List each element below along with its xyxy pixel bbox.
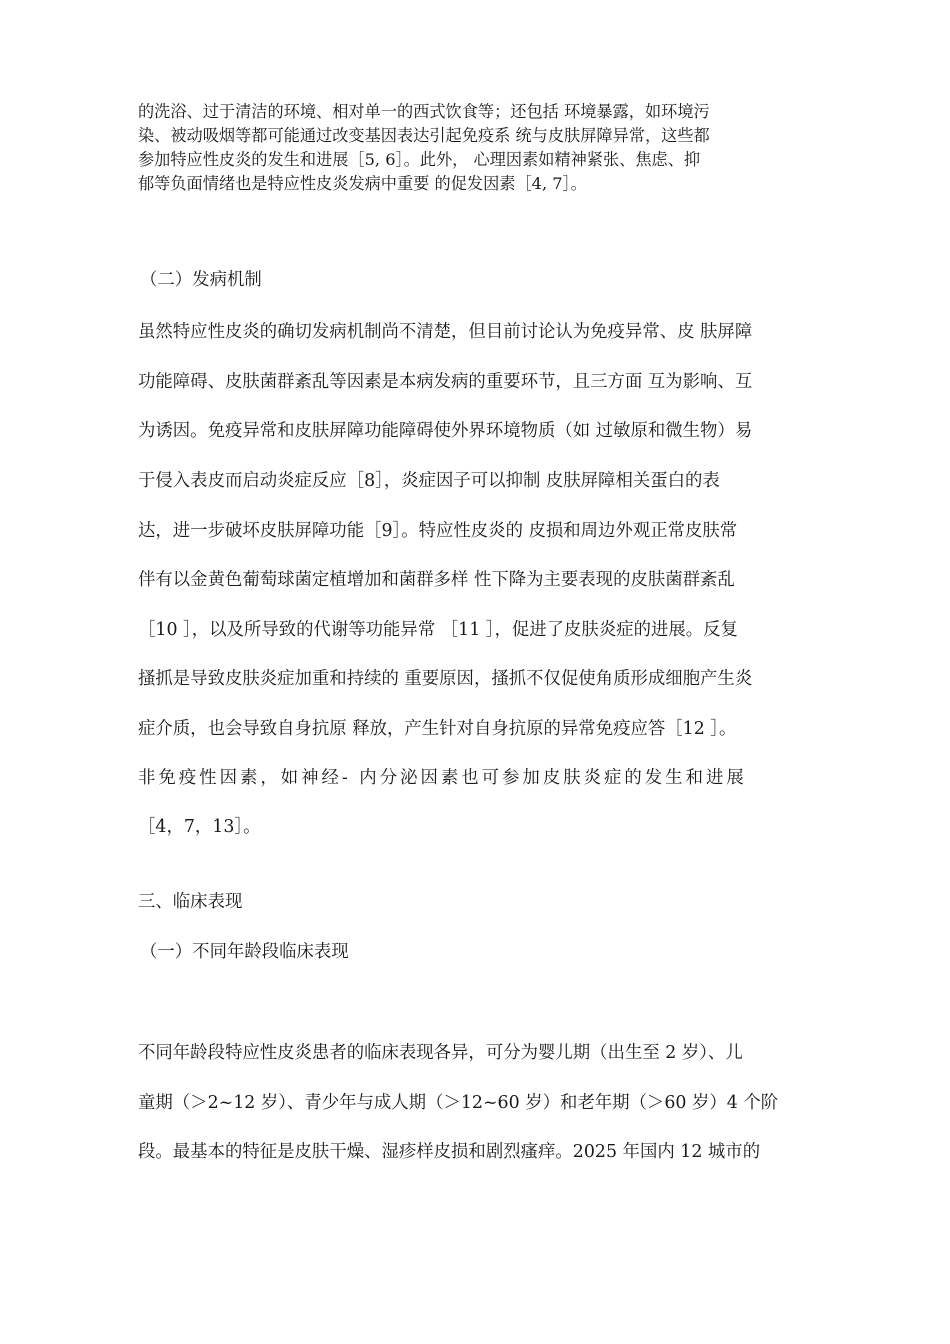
subsection-heading-age-groups: （一）不同年龄段临床表现 bbox=[140, 942, 349, 962]
paragraph-1-line-3: 参加特应性皮炎的发生和进展［5, 6］。此外， 心理因素如精神紧张、焦虑、抑 bbox=[138, 150, 701, 169]
section-2-line-2: 功能障碍、皮肤菌群紊乱等因素是本病发病的重要环节，且三方面 互为影响、互 bbox=[138, 372, 753, 392]
section-2-line-1: 虽然特应性皮炎的确切发病机制尚不清楚，但目前讨论认为免疫异常、皮 肤屏障 bbox=[138, 322, 753, 342]
section-heading-pathogenesis: （二）发病机制 bbox=[140, 270, 262, 290]
section-2-line-10: 非免疫性因素，如神经- 内分泌因素也可参加皮肤炎症的发生和进展 bbox=[138, 768, 747, 788]
section-2-line-4: 于侵入表皮而启动炎症反应［8］，炎症因子可以抑制 皮肤屏障相关蛋白的表 bbox=[138, 471, 720, 491]
section-heading-clinical: 三、临床表现 bbox=[138, 892, 243, 912]
section-2-line-3: 为诱因。免疫异常和皮肤屏障功能障碍使外界环境物质（如 过敏原和微生物）易 bbox=[138, 421, 753, 441]
section-2-line-7: ［10 ］，以及所导致的代谢等功能异常 ［11 ］，促进了皮肤炎症的进展。反复 bbox=[138, 620, 738, 640]
section-2-line-6: 伴有以金黄色葡萄球菌定植增加和菌群多样 性下降为主要表现的皮肤菌群紊乱 bbox=[138, 570, 735, 590]
section-2-line-11: ［4，7，13］。 bbox=[138, 817, 261, 837]
section-3-line-1: 不同年龄段特应性皮炎患者的临床表现各异，可分为婴儿期（出生至 2 岁）、儿 bbox=[138, 1043, 743, 1063]
section-2-line-8: 搔抓是导致皮肤炎症加重和持续的 重要原因，搔抓不仅促使角质形成细胞产生炎 bbox=[138, 669, 753, 689]
paragraph-1-line-1: 的洗浴、过于清洁的环境、相对单一的西式饮食等；还包括 环境暴露，如环境污 bbox=[138, 102, 710, 121]
paragraph-1-line-4: 郁等负面情绪也是特应性皮炎发病中重要 的促发因素［4, 7］。 bbox=[138, 174, 587, 193]
section-2-line-5: 达，进一步破坏皮肤屏障功能［9］。特应性皮炎的 皮损和周边外观正常皮肤常 bbox=[138, 521, 738, 541]
paragraph-1-line-2: 染、被动吸烟等都可能通过改变基因表达引起免疫系 统与皮肤屏障异常，这些都 bbox=[138, 126, 710, 145]
section-3-line-2: 童期（＞2~12 岁）、青少年与成人期（＞12~60 岁）和老年期（＞60 岁）4 个阶 bbox=[138, 1093, 779, 1113]
section-3-line-3: 段。最基本的特征是皮肤干燥、湿疹样皮损和剧烈瘙痒。2025 年国内 12 城市的 bbox=[138, 1142, 761, 1162]
section-2-line-9: 症介质，也会导致自身抗原 释放，产生针对自身抗原的异常免疫应答［12 ］。 bbox=[138, 719, 737, 739]
